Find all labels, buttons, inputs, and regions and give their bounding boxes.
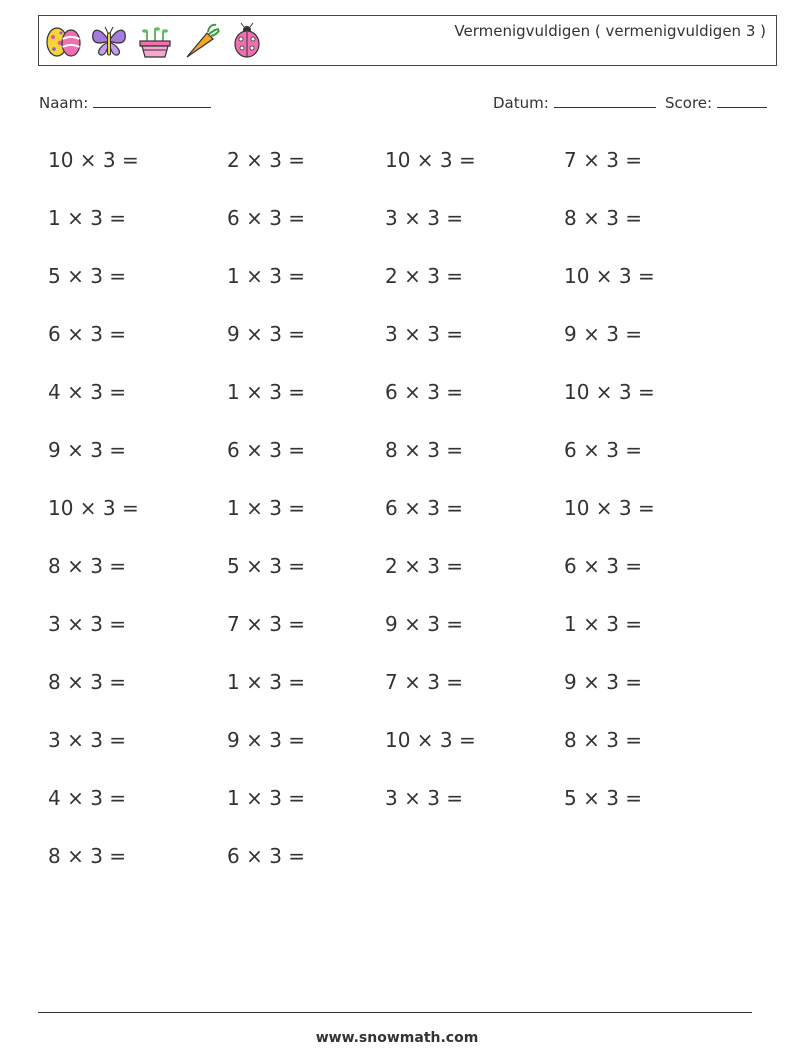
problem-item: 8 × 3 =: [564, 728, 643, 752]
butterfly-icon: [89, 21, 129, 61]
problem-item: 6 × 3 =: [227, 438, 306, 462]
worksheet-title: Vermenigvuldigen ( vermenigvuldigen 3 ): [454, 22, 766, 40]
problem-item: 3 × 3 =: [385, 786, 464, 810]
problem-item: 5 × 3 =: [48, 264, 127, 288]
problem-item: 9 × 3 =: [564, 670, 643, 694]
problem-item: 3 × 3 =: [48, 612, 127, 636]
problem-item: 6 × 3 =: [48, 322, 127, 346]
problem-item: 6 × 3 =: [385, 380, 464, 404]
problem-item: 7 × 3 =: [564, 148, 643, 172]
score-label: Score:: [665, 94, 713, 112]
problem-item: 8 × 3 =: [385, 438, 464, 462]
problem-item: 8 × 3 =: [48, 554, 127, 578]
problem-item: 8 × 3 =: [564, 206, 643, 230]
worksheet-header: [38, 15, 777, 66]
footer-divider: [38, 1012, 752, 1013]
problem-item: 3 × 3 =: [385, 322, 464, 346]
problem-item: 6 × 3 =: [227, 844, 306, 868]
problem-item: 8 × 3 =: [48, 844, 127, 868]
problem-item: 7 × 3 =: [227, 612, 306, 636]
problem-item: 10 × 3 =: [564, 264, 655, 288]
problem-item: 1 × 3 =: [227, 496, 306, 520]
problem-item: 5 × 3 =: [564, 786, 643, 810]
problem-item: 4 × 3 =: [48, 786, 127, 810]
problem-item: 10 × 3 =: [564, 380, 655, 404]
problem-item: 9 × 3 =: [385, 612, 464, 636]
problem-item: 6 × 3 =: [564, 438, 643, 462]
score-field: [665, 93, 767, 112]
problem-item: 1 × 3 =: [227, 670, 306, 694]
problem-item: 3 × 3 =: [48, 728, 127, 752]
ladybug-icon: [227, 21, 267, 61]
problem-item: 9 × 3 =: [227, 322, 306, 346]
carrot-icon: [181, 21, 221, 61]
problem-item: 1 × 3 =: [227, 786, 306, 810]
easter-eggs-icon: [43, 21, 83, 61]
score-blank[interactable]: [717, 93, 767, 108]
header-icons: [43, 21, 267, 61]
problem-item: 5 × 3 =: [227, 554, 306, 578]
name-blank[interactable]: [93, 93, 211, 108]
problem-item: 8 × 3 =: [48, 670, 127, 694]
problem-item: 10 × 3 =: [48, 496, 139, 520]
plant-pot-icon: [135, 21, 175, 61]
problem-item: 1 × 3 =: [227, 264, 306, 288]
problem-item: 6 × 3 =: [227, 206, 306, 230]
footer-website: www.snowmath.com: [315, 1030, 479, 1046]
problem-item: 2 × 3 =: [385, 264, 464, 288]
problem-item: 3 × 3 =: [385, 206, 464, 230]
problem-item: 7 × 3 =: [385, 670, 464, 694]
problem-item: 1 × 3 =: [227, 380, 306, 404]
name-label: Naam:: [39, 94, 89, 112]
problem-item: 9 × 3 =: [227, 728, 306, 752]
problem-item: 2 × 3 =: [385, 554, 464, 578]
date-label: Datum:: [493, 94, 549, 112]
problem-item: 9 × 3 =: [564, 322, 643, 346]
name-field: [39, 93, 211, 112]
date-field: [493, 93, 656, 112]
problem-item: 2 × 3 =: [227, 148, 306, 172]
problem-item: 10 × 3 =: [564, 496, 655, 520]
problem-item: 10 × 3 =: [385, 148, 476, 172]
problem-item: 1 × 3 =: [564, 612, 643, 636]
problem-item: 10 × 3 =: [48, 148, 139, 172]
problem-item: 9 × 3 =: [48, 438, 127, 462]
problem-item: 10 × 3 =: [385, 728, 476, 752]
date-blank[interactable]: [554, 93, 656, 108]
problem-item: 4 × 3 =: [48, 380, 127, 404]
problem-item: 1 × 3 =: [48, 206, 127, 230]
problem-item: 6 × 3 =: [385, 496, 464, 520]
problem-item: 6 × 3 =: [564, 554, 643, 578]
